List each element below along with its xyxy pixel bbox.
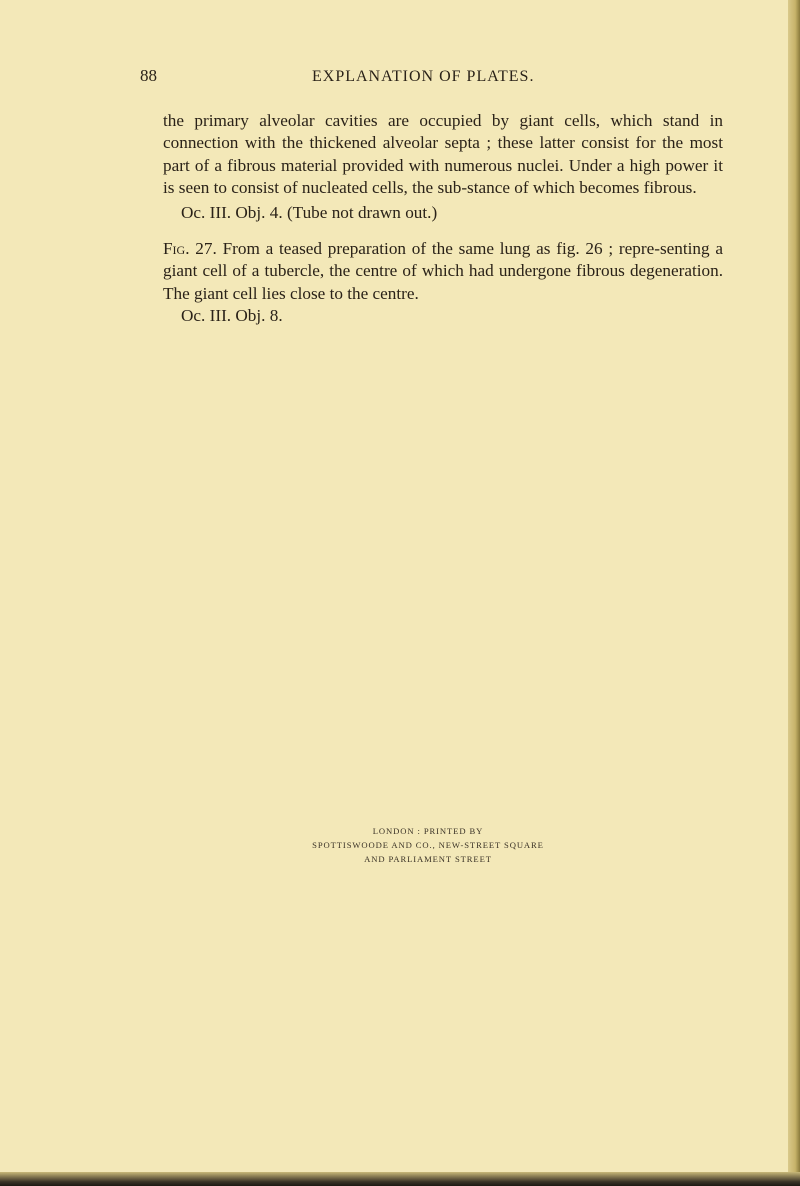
magnification-note-1: Oc. III. Obj. 4. (Tube not drawn out.): [181, 202, 438, 222]
page-edge-bottom: [0, 1172, 800, 1186]
page-number: 88: [140, 66, 157, 85]
page-header: [0, 66, 788, 90]
figure-27-description: [163, 238, 723, 305]
figure-27-text: From a teased preparation of the same lung as fig. 26 ; repre-senting a giant cell of a tubercle, the centre of which had undergone fibrous degeneration. The giant cell lies close to the centre.: [163, 239, 724, 303]
paragraph-fig-26-continued: the primary alveolar cavities are occupied by giant cells, which stand in connection with the thickened alveolar septa ; these latter consist for the most part of a fibrous material provided with numerous nuclei. Under a high power it is seen to consist of nucleated cells, the sub-stance of which becomes fibrous.: [163, 111, 723, 198]
printer-imprint: [268, 824, 588, 866]
imprint-line-3: AND PARLIAMENT STREET: [364, 854, 492, 864]
magnification-note-2: Oc. III. Obj. 8.: [181, 306, 283, 326]
imprint-line-1: LONDON : PRINTED BY: [372, 826, 484, 836]
imprint-line-2: SPOTTISWOODE AND CO., NEW-STREET SQUARE: [312, 840, 544, 850]
body-text: [163, 110, 723, 328]
page-edge-right: [788, 0, 800, 1186]
figure-label: Fig. 27.: [163, 239, 217, 259]
running-title: EXPLANATION OF PLATES.: [312, 68, 535, 85]
